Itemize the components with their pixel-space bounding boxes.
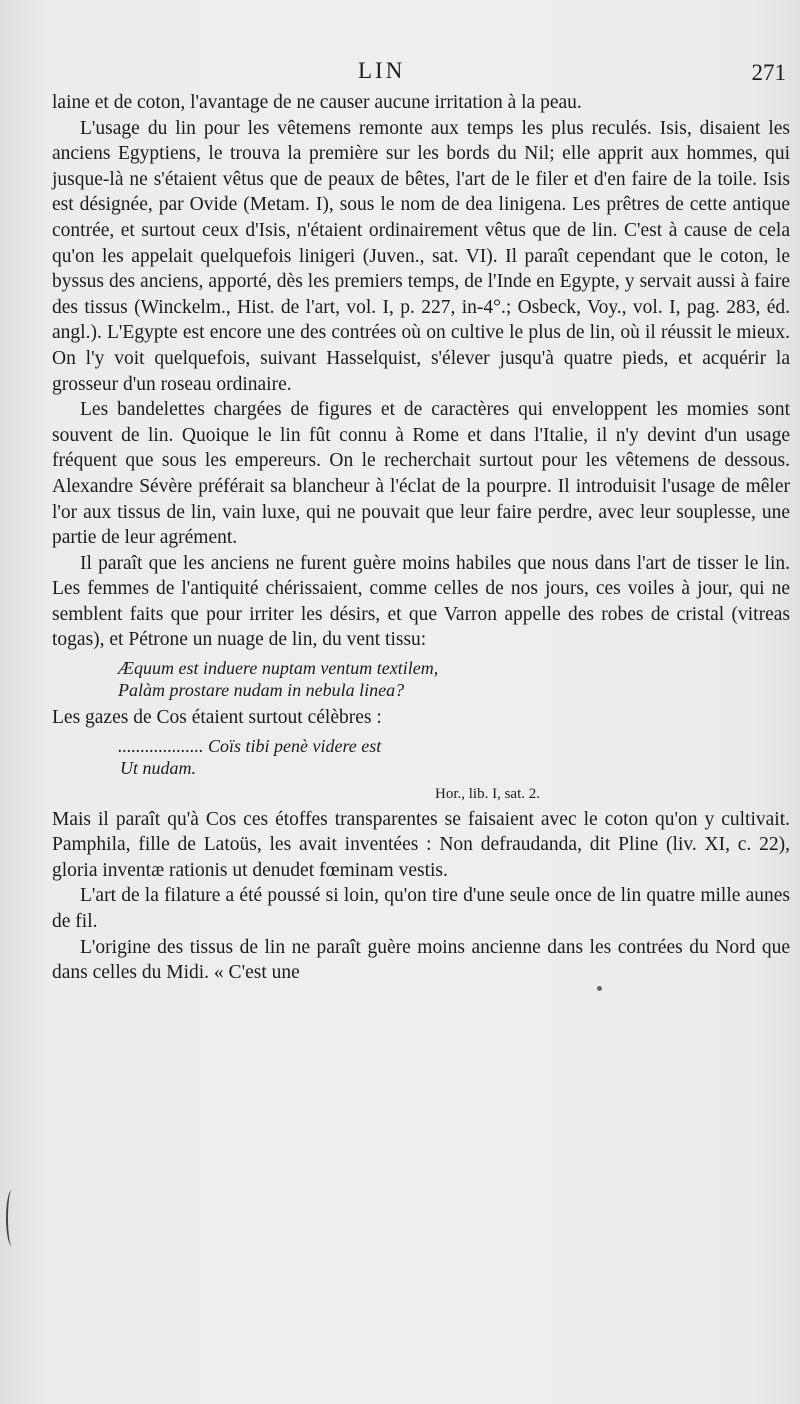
citation: Hor., lib. I, sat. 2. <box>435 785 540 802</box>
verse-line: Palàm prostare nudam in nebula linea? <box>118 680 405 701</box>
ellipsis-dots: ................... <box>118 735 204 756</box>
paragraph-cos-gauzes: Les gazes de Cos étaient surtout célèbres : <box>52 707 382 729</box>
verse-line: Ut nudam. <box>120 757 196 778</box>
paragraph-weaving-skill: Il paraît que les anciens ne furent guère moins habiles que nous dans l'art de tisser le lin. Les femmes de l'antiquité chérissaient, comme celles de nos jours, ces voiles à jour, qui ne semblent faits que pour irriter les désirs, et que Varron appelle des robes de cristal (vitreas togas), et Pétrone un nuage de lin, du vent tissu: <box>52 552 790 651</box>
paragraph-mummy-bandages: Les bandelettes chargées de figures et de caractères qui enveloppent les momies sont souvent de lin. Quoique le lin fût connu à Rome et dans l'Italie, il n'y devint d'un usage fréquent que sous les empereurs. On le recherchait surtout pour les vêtemens de dessous. Alexandre Sévère préférait sa blancheur à l'éclat de la pourpre. Il introduisit l'usage de mêler l'or aux tissus de lin, vain luxe, qui ne pouvait que leur faire perdre, avec leur souplesse, une partie de leur agrément. <box>52 399 790 549</box>
paragraph-north-origin: L'origine des tissus de lin ne paraît guère moins ancienne dans les contrées du Nord que dans celles du Midi. « C'est une <box>52 936 790 984</box>
verse-line: Æquum est induere nuptam ventum textilem, <box>118 658 439 679</box>
verse-quotation-petronius <box>52 657 790 701</box>
paragraph-spinning: L'art de la filature a été poussé si loin, qu'on tire d'une seule once de lin quatre mille aunes de fil. <box>52 885 790 933</box>
running-title: LIN <box>358 58 406 83</box>
paragraph-continued: laine et de coton, l'avantage de ne causer aucune irritation à la peau. <box>52 92 582 113</box>
page-number: 271 <box>751 60 786 85</box>
verse-line <box>52 735 790 757</box>
page-header <box>0 58 800 88</box>
paragraph-cos-cotton: Mais il paraît qu'à Cos ces étoffes transparentes se faisaient avec le coton qu'on y cultivait. Pamphila, fille de Latoüs, les avait inventées : Non defraudanda, dit Pline (liv. XI, c. 22), gloria inventæ rationis ut denudet fœminam vestis. <box>52 808 790 881</box>
margin-bracket-mark <box>6 1190 18 1246</box>
page-body <box>52 90 790 986</box>
verse-text: Coïs tibi penè videre est <box>208 735 382 756</box>
ink-spot <box>597 986 602 991</box>
verse-quotation-horace <box>52 735 790 779</box>
paragraph-usage-of-linen: L'usage du lin pour les vêtemens remonte aux temps les plus reculés. Isis, disaient les anciens Egyptiens, le trouva la première sur les bords du Nil; elle apprit aux hommes, qui jusque-là ne s'étaient vêtus que de peaux de bêtes, l'art de le filer et d'en faire de la toile. Isis est désignée, par Ovide (Metam. I), sous le nom de dea linigena. Les prêtres de cette antique contrée, et surtout ceux d'Isis, n'étaient ordinairement vêtus que de lin. C'est à cause de cela qu'on les appelait quelquefois linigeri (Juven., sat. VI). Il paraît cependant que le coton, le byssus des anciens, apporté, dès les premiers temps, de l'Inde en Egypte, y servait aussi à faire des tissus (Winckelm., Hist. de l'art, vol. I, p. 227, in-4°.; Osbeck, Voy., vol. I, pag. 283, éd. angl.). L'Egypte est encore une des contrées où on cultive le plus de lin, où il réussit le mieux. On l'y voit quelquefois, suivant Hasselquist, s'élever jusqu'à quatre pieds, et acquérir la grosseur d'un roseau ordinaire. <box>52 117 790 395</box>
